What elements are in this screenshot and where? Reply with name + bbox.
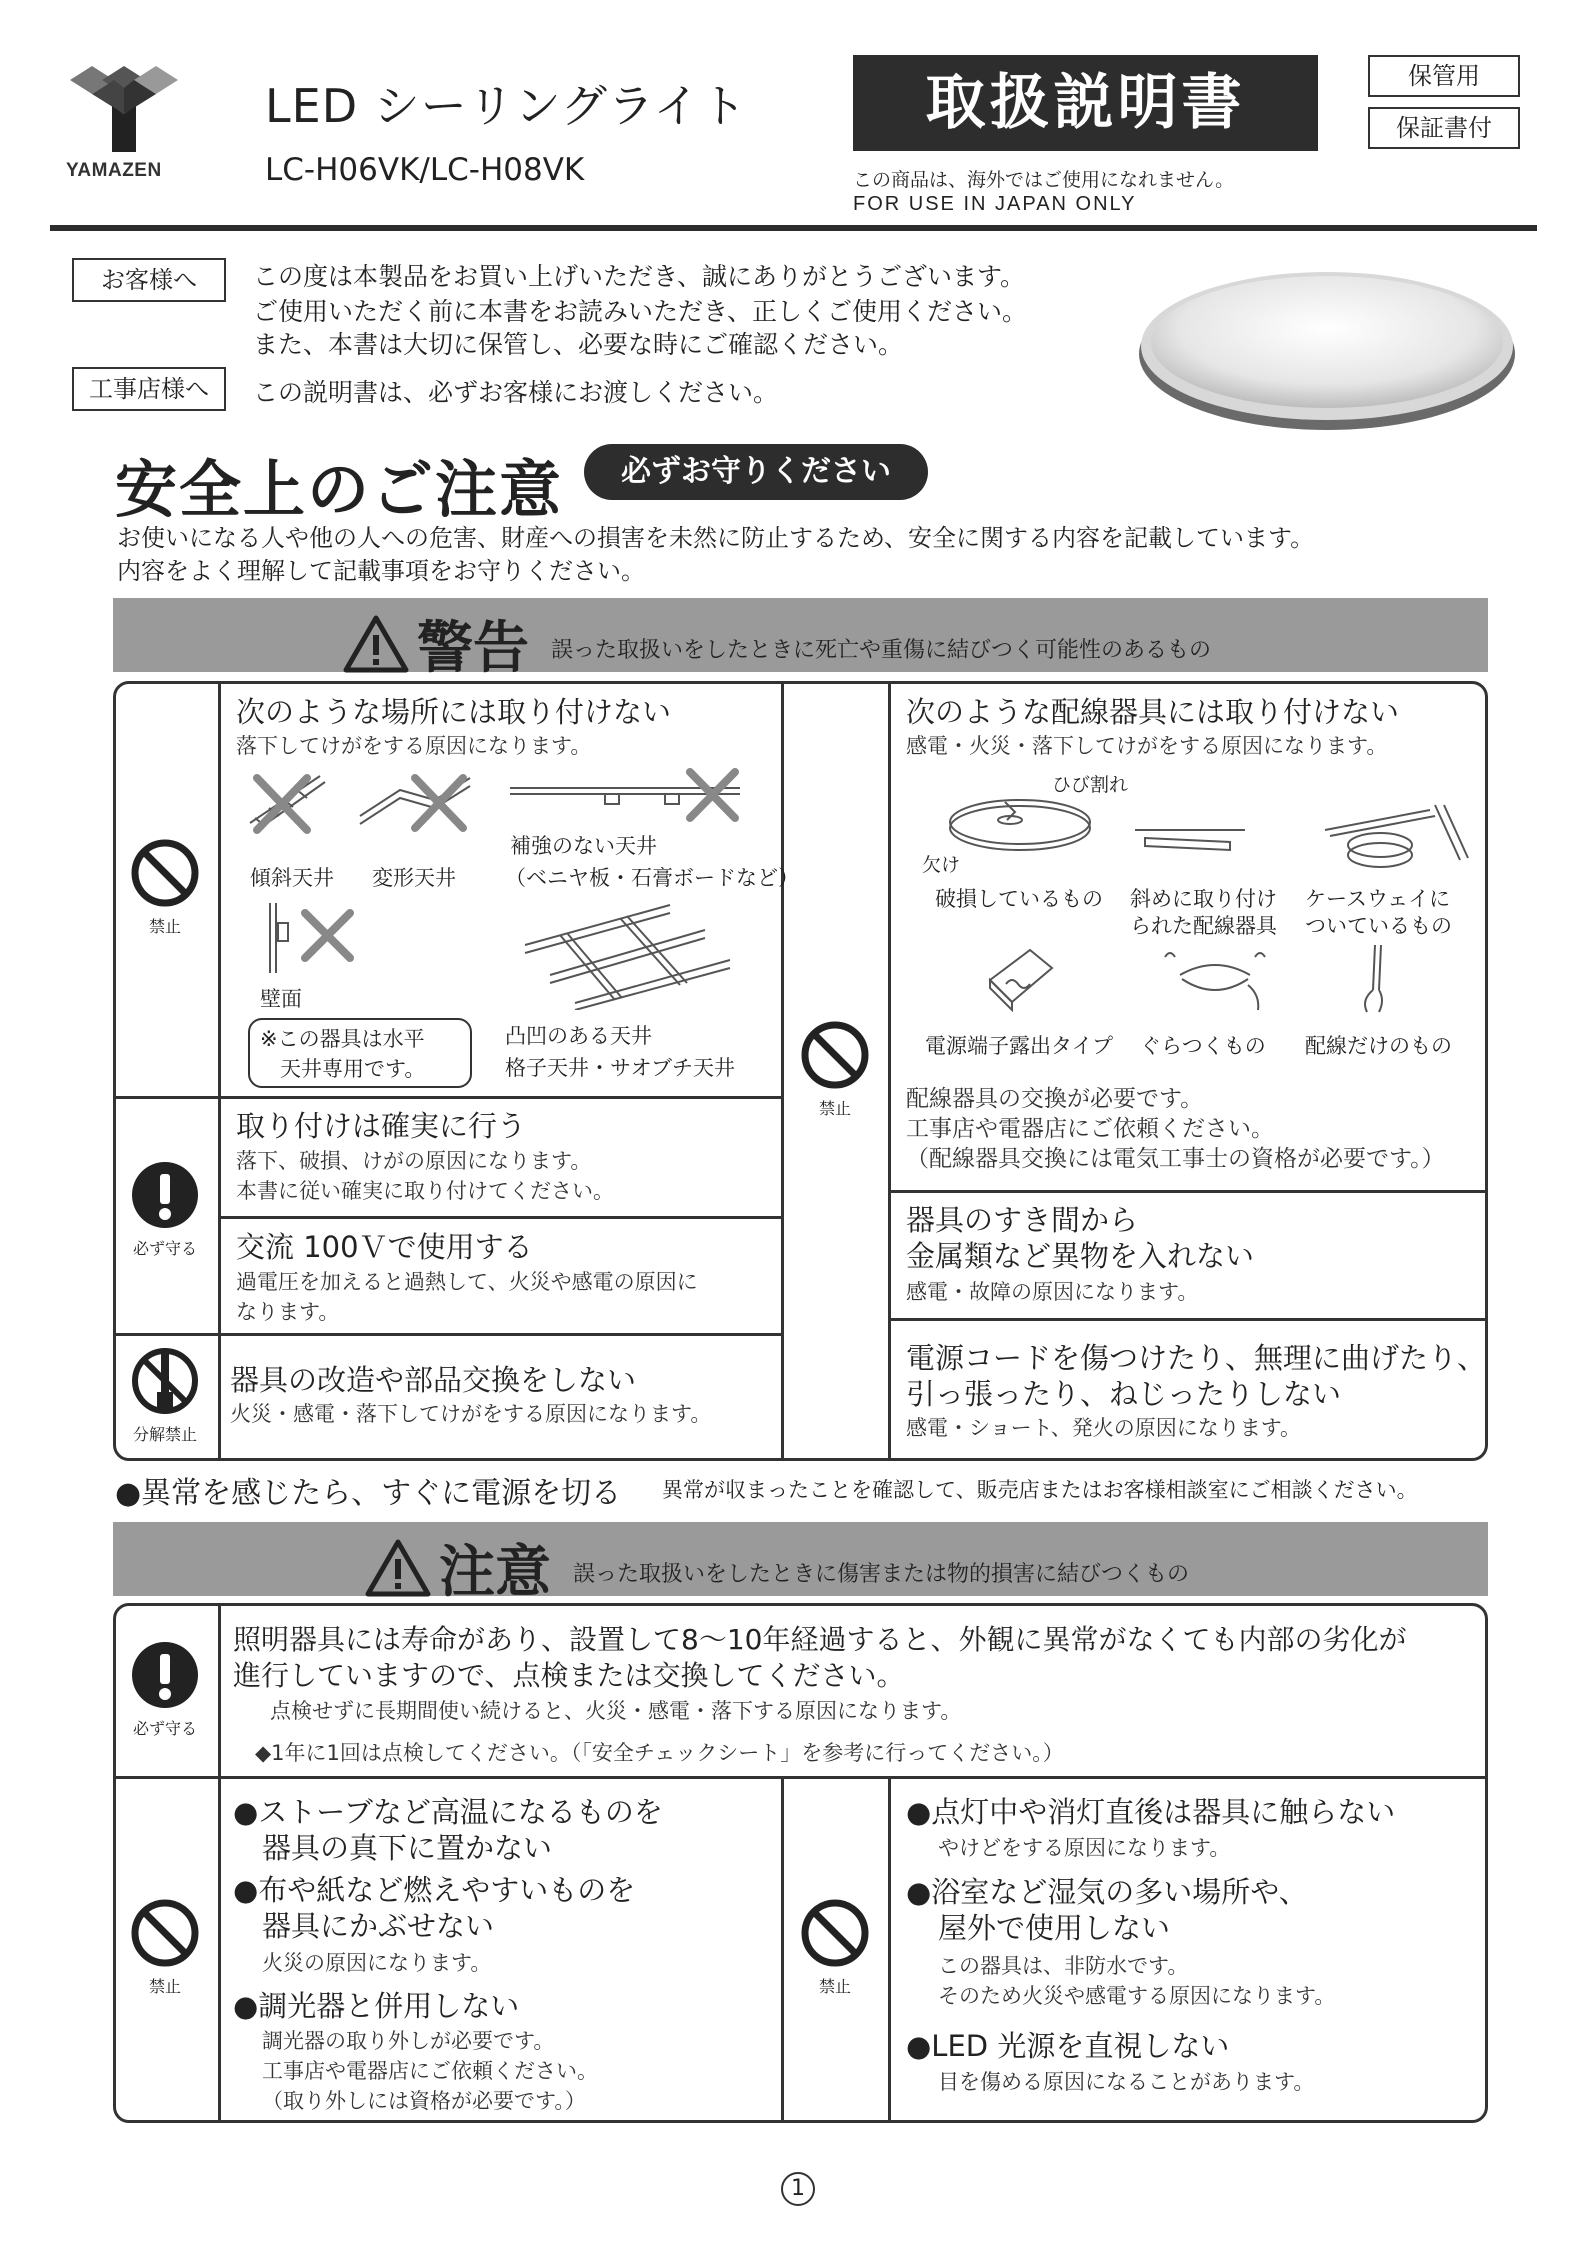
brand-name: YAMAZEN	[66, 160, 162, 181]
must-marker	[125, 1640, 205, 1739]
exposed-terminal-figure	[980, 940, 1060, 1015]
prohibit-label: 禁止	[818, 1099, 851, 1118]
cloth-item: ●布や紙など燃えやすいものを	[233, 1873, 636, 1907]
gap-title: 器具のすき間から	[906, 1203, 1139, 1237]
bath-sub: そのため火災や感電する原因になります。	[938, 1984, 1336, 2008]
deformed-ceiling-label: 変形天井	[372, 866, 456, 890]
ac-title: 交流 100Ｖで使用する	[236, 1230, 533, 1264]
wall-note-line: 天井専用です。	[280, 1057, 426, 1081]
lifespan-sub: 点検せずに長期間使い続けると、火災・感電・落下する原因になります。	[270, 1699, 962, 1723]
prohibit-icon	[800, 1020, 870, 1090]
deformed-ceiling-figure	[355, 768, 475, 838]
replace-note: 配線器具の交換が必要です。	[906, 1086, 1204, 1112]
wiring-sub: 感電・火災・落下してけがをする原因になります。	[906, 734, 1388, 758]
warning-desc: 誤った取扱いをしたときに死亡や重傷に結びつく可能性のあるもの	[551, 637, 1212, 663]
divider	[888, 1318, 1488, 1321]
touch-item: ●点灯中や消灯直後は器具に触らない	[906, 1795, 1396, 1829]
ceiling-light-illustration	[1135, 262, 1520, 432]
caution-triangle-icon	[365, 1539, 431, 1597]
unreinforced-ceiling-label: 補強のない天井	[510, 834, 657, 858]
prohibit-marker	[125, 838, 205, 937]
divider	[218, 1216, 783, 1219]
page-number: 1	[781, 2172, 815, 2206]
wall-note-line: ※この器具は水平	[260, 1027, 425, 1051]
customer-line: また、本書は大切に保管し、必要な時にご確認ください。	[253, 330, 904, 359]
divider	[113, 1096, 783, 1099]
mandatory-icon	[130, 1640, 200, 1710]
unreinforced-ceiling-figure	[505, 768, 745, 828]
product-model: LC-H06VK/LC-H08VK	[265, 152, 585, 188]
brand-logo	[66, 66, 184, 182]
warning-banner	[113, 598, 1488, 681]
prohibit-marker	[125, 1898, 205, 1997]
dimmer-sub: 工事店や電器店にご依頼ください。	[262, 2059, 598, 2083]
lifespan-title: 進行していますので、点検または交換してください。	[233, 1659, 905, 1692]
customer-line: この度は本製品をお買い上げいただき、誠にありがとうございます。	[253, 262, 1026, 291]
slanted-fixture-label: 斜めに取り付け	[1130, 887, 1277, 911]
horizontal-ceiling-note	[248, 1018, 472, 1088]
safety-title: 安全上のご注意	[115, 453, 564, 526]
mandatory-icon	[130, 1160, 200, 1230]
place-title: 次のような場所には取り付けない	[236, 695, 672, 729]
divider	[113, 1333, 783, 1336]
divider	[218, 1603, 221, 2123]
wobbly-fixture-figure	[1160, 945, 1270, 1015]
uneven-ceiling-figure	[520, 900, 735, 1010]
bath-sub: この器具は、非防水です。	[938, 1954, 1189, 1978]
prohibit-marker	[795, 1898, 875, 1997]
caution-desc: 誤った取扱いをしたときに傷害または物的損害に結びつくもの	[573, 1561, 1190, 1587]
gap-sub: 感電・故障の原因になります。	[906, 1280, 1199, 1304]
divider	[781, 681, 784, 1461]
lifespan-title: 照明器具には寿命があり、設置して8～10年経過すると、外観に異常がなくても内部の劣化が	[233, 1623, 1407, 1656]
domestic-use-note-en: FOR USE IN JAPAN ONLY	[853, 193, 1137, 215]
touch-sub: やけどをする原因になります。	[938, 1836, 1231, 1860]
place-sub: 落下してけがをする原因になります。	[236, 734, 592, 758]
divider	[113, 1776, 1488, 1779]
disassemble-marker	[125, 1346, 205, 1445]
lifespan-note: ◆1年に1回は点検してください。（「安全チェックシート」を参考に行ってください。）	[255, 1741, 1064, 1765]
modify-sub: 火災・感電・落下してけがをする原因になります。	[230, 1402, 712, 1426]
yamazen-logo-icon	[66, 66, 184, 156]
power-off-alert: ●異常を感じたら、すぐに電源を切る	[115, 1476, 622, 1511]
broken-fixture-label: 破損しているもの	[935, 887, 1103, 911]
stove-item: 器具の真下に置かない	[262, 1831, 553, 1865]
wobbly-label: ぐらつくもの	[1140, 1034, 1266, 1058]
safety-pill: 必ずお守りください	[584, 444, 928, 500]
cord-title: 電源コードを傷つけたり、無理に曲げたり、	[906, 1341, 1487, 1375]
dimmer-sub: （取り外しには資格が必要です。）	[262, 2089, 586, 2113]
divider	[888, 1190, 1488, 1193]
crack-label: ひび割れ	[1052, 774, 1129, 796]
manual-title: 取扱説明書	[853, 55, 1318, 151]
keep-tag: 保管用	[1368, 55, 1520, 97]
domestic-use-note: この商品は、海外ではご使用になれません。	[853, 169, 1235, 191]
warning-triangle-icon	[343, 615, 409, 673]
no-disassemble-icon	[130, 1346, 200, 1416]
slope-ceiling-label: 傾斜天井	[250, 866, 334, 890]
header-divider	[50, 225, 1537, 231]
power-off-alert-sub: 異常が収まったことを確認して、販売店またはお客様相談室にご相談ください。	[662, 1478, 1418, 1502]
divider	[218, 681, 221, 1461]
prohibit-label: 禁止	[148, 1977, 181, 1996]
fire-sub: 火災の原因になります。	[262, 1951, 492, 1975]
must-label: 必ず守る	[132, 1239, 197, 1258]
led-sub: 目を傷める原因になることがあります。	[938, 2070, 1315, 2094]
caution-banner	[113, 1522, 1488, 1605]
caseway-label: ケースウェイに	[1305, 887, 1451, 911]
divider	[888, 1776, 891, 2123]
divider	[781, 1776, 784, 2123]
must-marker	[125, 1160, 205, 1259]
cord-sub: 感電・ショート、発火の原因になります。	[906, 1416, 1302, 1440]
secure-title: 取り付けは確実に行う	[236, 1109, 527, 1143]
product-name: LED シーリングライト	[265, 79, 748, 133]
divider	[888, 681, 891, 1461]
slanted-fixture-figure	[1130, 820, 1250, 870]
stove-item: ●ストーブなど高温になるものを	[233, 1795, 663, 1829]
uneven-ceiling-label: 凸凹のある天井	[505, 1024, 652, 1048]
secure-sub: 落下、破損、けがの原因になります。	[236, 1149, 592, 1173]
caseway-label: ついているもの	[1305, 914, 1452, 938]
prohibit-label: 禁止	[148, 917, 181, 936]
cloth-item: 器具にかぶせない	[262, 1909, 495, 1943]
replace-note: 工事店や電器店にご依頼ください。	[906, 1116, 1274, 1142]
chip-label: 欠け	[922, 854, 961, 876]
customer-line: ご使用いただく前に本書をお読みいただき、正しくご使用ください。	[253, 297, 1028, 326]
disassemble-label: 分解禁止	[132, 1425, 197, 1444]
warning-word: 警告	[417, 616, 529, 681]
exposed-terminal-label: 電源端子露出タイプ	[925, 1034, 1113, 1058]
prohibit-icon	[800, 1898, 870, 1968]
slope-ceiling-figure	[245, 768, 335, 838]
wall-label: 壁面	[260, 987, 302, 1011]
slanted-fixture-label: られた配線器具	[1130, 914, 1277, 938]
contractor-line: この説明書は、必ずお客様にお渡しください。	[253, 378, 779, 407]
warranty-tag: 保証書付	[1368, 107, 1520, 149]
gap-title: 金属類など異物を入れない	[906, 1239, 1255, 1273]
bath-item: 屋外で使用しない	[938, 1911, 1171, 1945]
led-item: ●LED 光源を直視しない	[906, 2029, 1230, 2063]
caseway-fixture-figure	[1320, 800, 1470, 880]
prohibit-label: 禁止	[818, 1977, 851, 1996]
customer-label: お客様へ	[72, 258, 226, 302]
broken-fixture-figure	[945, 790, 1095, 860]
wall-figure	[260, 898, 360, 978]
must-label: 必ず守る	[132, 1719, 197, 1738]
modify-title: 器具の改造や部品交換をしない	[230, 1363, 637, 1397]
safety-desc: お使いになる人や他の人への危害、財産への損害を未然に防止するため、安全に関する内容を記載しています。	[117, 524, 1315, 552]
ac-sub: 過電圧を加えると過熱して、火災や感電の原因に	[236, 1270, 698, 1294]
prohibit-icon	[130, 838, 200, 908]
dimmer-item: ●調光器と併用しない	[233, 1989, 520, 2023]
secure-sub: 本書に従い確実に取り付けてください。	[236, 1179, 614, 1203]
wire-only-label: 配線だけのもの	[1305, 1034, 1452, 1058]
prohibit-icon	[130, 1898, 200, 1968]
dimmer-sub: 調光器の取り外しが必要です。	[262, 2029, 555, 2053]
wiring-title: 次のような配線器具には取り付けない	[906, 695, 1400, 729]
replace-note: （配線器具交換には電気工事士の資格が必要です。）	[906, 1146, 1445, 1172]
safety-desc: 内容をよく理解して記載事項をお守りください。	[117, 557, 645, 585]
uneven-ceiling-label: 格子天井・サオブチ天井	[505, 1056, 735, 1080]
ac-sub: なります。	[236, 1300, 340, 1324]
prohibit-marker	[795, 1020, 875, 1119]
unreinforced-ceiling-label: （ベニヤ板・石膏ボードなど）	[505, 866, 799, 890]
bath-item: ●浴室など湿気の多い場所や、	[906, 1875, 1308, 1909]
caution-word: 注意	[439, 1540, 551, 1605]
contractor-label: 工事店様へ	[72, 367, 226, 411]
wire-only-figure	[1345, 940, 1405, 1020]
cord-title: 引っ張ったり、ねじったりしない	[906, 1377, 1342, 1411]
